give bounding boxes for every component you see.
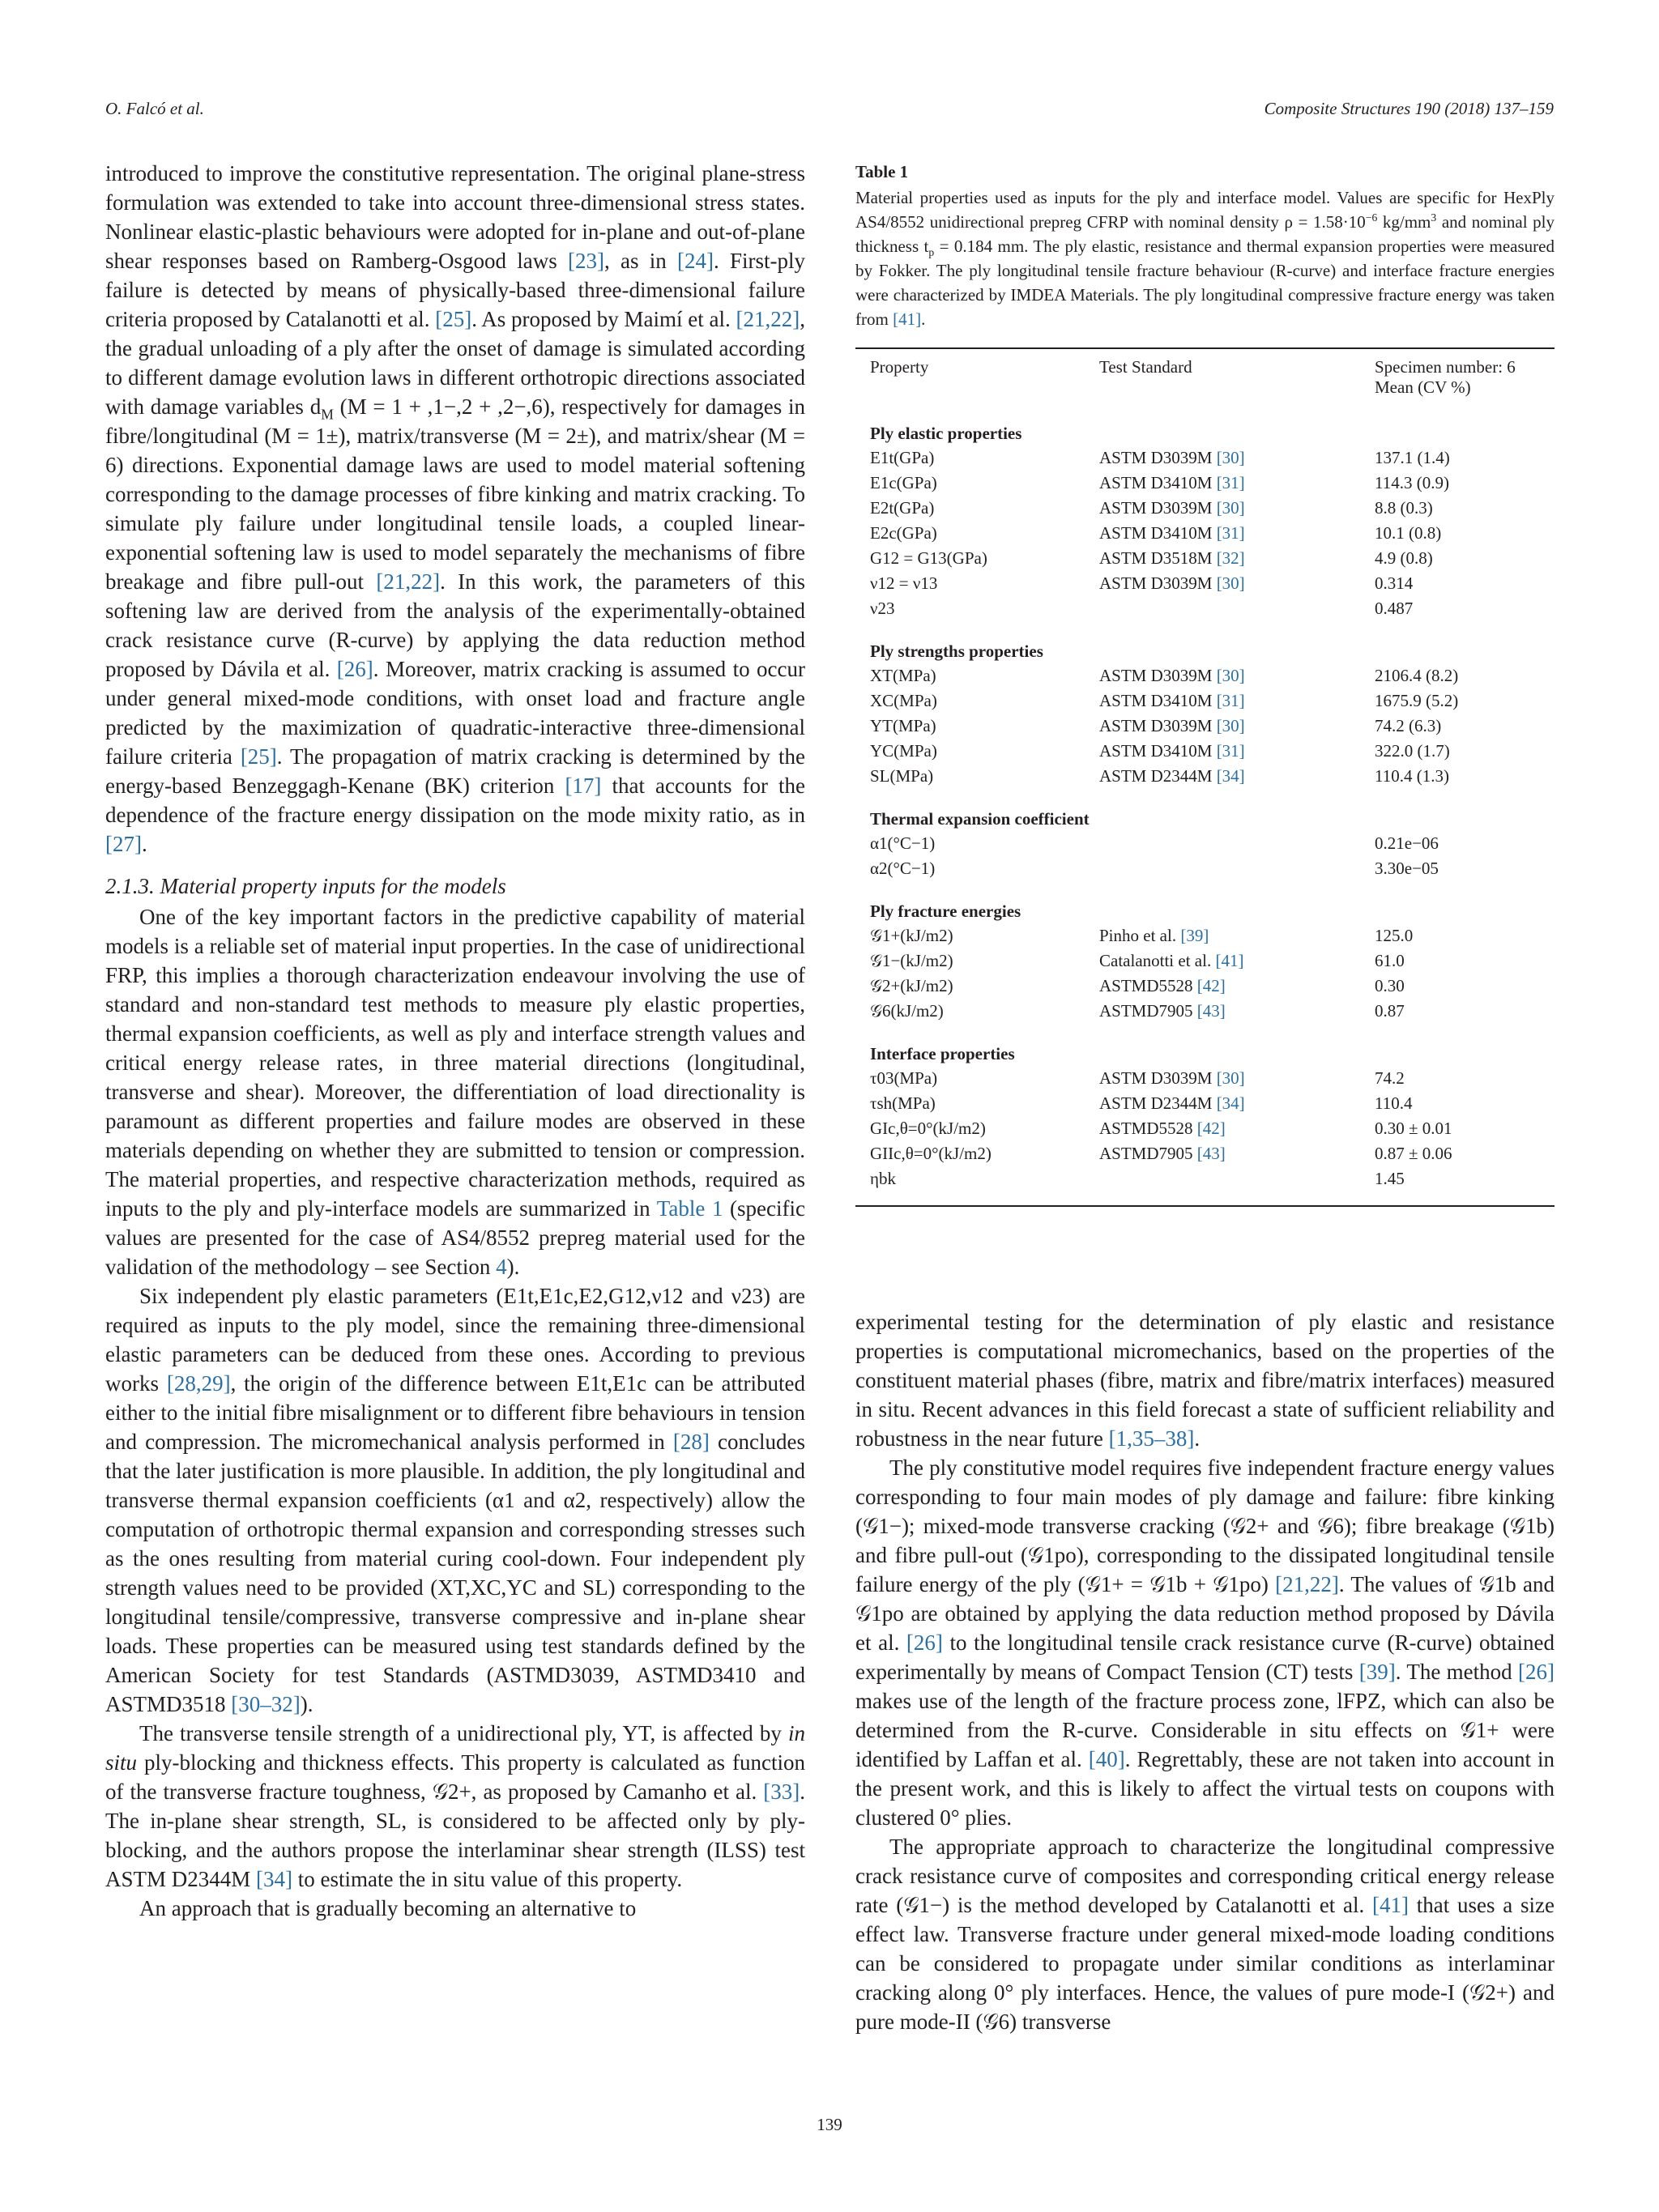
citation-link[interactable]: [41] xyxy=(1372,1893,1410,1917)
value-cell: 3.30e−05 xyxy=(1375,859,1439,878)
table-group-heading: Ply strengths properties xyxy=(870,641,1043,661)
value-cell: 10.1 (0.8) xyxy=(1375,523,1442,543)
left-column xyxy=(105,159,805,1923)
citation-link[interactable]: [31] xyxy=(1216,473,1245,492)
citation-link[interactable]: [34] xyxy=(1216,1093,1245,1113)
table-group-row xyxy=(855,624,1555,666)
citation-link[interactable]: [31] xyxy=(1216,691,1245,710)
citation-link[interactable]: [30] xyxy=(1216,448,1245,467)
value-cell: 0.30 xyxy=(1375,976,1405,995)
table-bottom-rule xyxy=(855,1205,1555,1207)
citation-link[interactable]: [33] xyxy=(763,1779,800,1804)
table-row xyxy=(855,1119,1555,1144)
paragraph: One of the key important factors in the predictive capability of material models is a reliable set of material input properties. In the case of unidirectional FRP, this implies a thorough characterization endeavour involving the use of standard and non-standard test methods to measure ply elastic properties, thermal expansion coefficients, as well as ply and interface strength values and critical energy release rates, in three material directions (longitudinal, transverse and shear). Moreover, the differentiation of load directionality is paramount as different properties and failure modes are observed in these materials depending on whether they are submitted to tension or compression. The material properties, and respective characterization methods, required as inputs to the ply and ply-interface models are summarized in Table 1 (specific values are presented for the case of AS4/8552 prepreg material used for the validation of the methodology – see Section 4). xyxy=(105,905,805,1279)
property-cell: α1(°C−1) xyxy=(870,833,936,853)
citation-link[interactable]: [43] xyxy=(1196,1144,1226,1163)
paragraph: experimental testing for the determination of ply elastic and resistance properties is computational micromechanics, based on the properties of the constituent material phases (fibre, matrix and fibre/matrix interfaces) measured in situ. Recent advances in this field forecast a state of sufficient reliability and robustness in the near future [1,35–38]. xyxy=(855,1310,1555,1451)
table-link[interactable]: Table 1 xyxy=(656,1196,723,1221)
right-column xyxy=(855,1307,1555,2036)
value-cell: 4.9 (0.8) xyxy=(1375,548,1433,568)
citation-link[interactable]: [43] xyxy=(1196,1001,1226,1021)
value-cell: 1.45 xyxy=(1375,1169,1405,1188)
property-cell: G12 = G13(GPa) xyxy=(870,548,987,568)
property-cell: YC(MPa) xyxy=(870,741,937,761)
citation-link[interactable]: [24] xyxy=(676,249,714,273)
table-row xyxy=(855,523,1555,548)
property-cell: E1t(GPa) xyxy=(870,448,935,467)
standard-cell: ASTM D2344M [34] xyxy=(1099,766,1245,786)
table-group-heading: Ply elastic properties xyxy=(870,424,1022,443)
value-cell: 137.1 (1.4) xyxy=(1375,448,1450,467)
citation-link[interactable]: [40] xyxy=(1088,1747,1125,1771)
standard-cell: ASTM D3410M [31] xyxy=(1099,523,1245,543)
standard-cell xyxy=(1099,1169,1375,1194)
value-cell: 2106.4 (8.2) xyxy=(1375,666,1459,685)
table-row xyxy=(855,716,1555,741)
table-1 xyxy=(855,162,1555,1207)
citation-link[interactable]: [28] xyxy=(672,1430,710,1454)
standard-cell: ASTMD7905 [43] xyxy=(1099,1144,1226,1163)
table-group-heading: Ply fracture energies xyxy=(870,901,1021,921)
paragraph: An approach that is gradually becoming an alternative to xyxy=(139,1896,637,1920)
table-row xyxy=(855,573,1555,599)
table-group-row xyxy=(855,884,1555,926)
standard-cell: ASTM D3039M [30] xyxy=(1099,573,1245,593)
table-row xyxy=(855,741,1555,766)
value-cell: 125.0 xyxy=(1375,926,1414,945)
subsection-heading: 2.1.3. Material property inputs for the models xyxy=(105,874,506,898)
standard-cell: ASTM D3039M [30] xyxy=(1099,498,1245,518)
citation-link[interactable]: [1,35–38] xyxy=(1108,1426,1195,1451)
property-cell: 𝒢6(kJ/m2) xyxy=(870,1001,944,1021)
paragraph: The ply constitutive model requires five independent fracture energy values corresponding to four main modes of ply damage and failure: fibre kinking (𝒢1−); mixed-mode transverse cracking (𝒢2+ and 𝒢6); fibre breakage (𝒢1b) and fibre pull-out (𝒢1po), corresponding to the dissipated longitudinal tensile failure energy of the ply (𝒢1+ = 𝒢1b + 𝒢1po) [21,22]. The values of 𝒢1b and 𝒢1po are obtained by applying the data reduction method proposed by Dávila et al. [26] to the longitudinal tensile crack resistance curve (R-curve) obtained experimentally by means of Compact Tension (CT) tests [39]. The method [26] makes use of the length of the fracture process zone, lFPZ, which can also be determined from the R-curve. Considerable in situ effects on 𝒢1+ were identified by Laffan et al. [40]. Regrettably, these are not taken into account in the present work, and this is likely to affect the virtual tests on coupons with clustered 0° plies. xyxy=(855,1455,1555,1830)
property-cell: XC(MPa) xyxy=(870,691,937,710)
table-group-heading: Thermal expansion coefficient xyxy=(870,809,1090,829)
standard-cell: ASTM D3039M [30] xyxy=(1099,666,1245,685)
value-cell: 0.314 xyxy=(1375,573,1414,593)
table-row xyxy=(855,1144,1555,1169)
standard-cell: ASTM D3039M [30] xyxy=(1099,1068,1245,1088)
page-number: 139 xyxy=(817,2115,842,2134)
paragraph: introduced to improve the constitutive representation. The original plane-stress formulation was extended to take into account three-dimensional stress states. Nonlinear elastic-plastic behaviours were adopted for in-plane and out-of-plane shear responses based on Ramberg-Osgood laws [23], as in [24]. First-ply failure is detected by means of physically-based three-dimensional failure criteria proposed by Catalanotti et al. [25]. As proposed by Maimí et al. [21,22], the gradual unloading of a ply after the onset of damage is simulated according to different damage evolution laws in different orthotropic directions associated with damage variables $d_M$ (M = 1 + ,1−,2 + ,2−,6), respectively for damages in fibre/longitudinal (M = 1±), matrix/transverse (M = 2±), and matrix/shear (M = 6) directions. Exponential damage laws are used to model material softening corresponding to the damage processes of fibre kinking and matrix cracking. To simulate ply failure under longitudinal tensile loads, a coupled linear-exponential softening law is used to model separately the mechanisms of fibre breakage and fibre pull-out [21,22]. In this work, the parameters of this softening law are derived from the analysis of the experimentally-obtained crack resistance curve (R-curve) by applying the data reduction method proposed by Dávila et al. [26]. Moreover, matrix cracking is assumed to occur under general mixed-mode conditions, with onset load and fracture angle predicted by the maximization of quadratic-interactive three-dimensional failure criteria [25]. The propagation of matrix cracking is determined by the energy-based Benzeggagh-Kenane (BK) criterion [17] that accounts for the dependence of the fracture energy dissipation on the mode mixity ratio, as in [27]. xyxy=(105,161,806,856)
citation-link[interactable]: [26] xyxy=(1518,1660,1555,1684)
column-header-property: Property xyxy=(870,357,929,377)
table-group-heading: Interface properties xyxy=(870,1044,1015,1063)
citation-link[interactable]: [31] xyxy=(1216,741,1245,761)
table-caption: Material properties used as inputs for the ply and interface model. Values are specific for HexPly AS4/8552 unidirectional prepreg CFRP with nominal density $\rho = 1.58\cdot 10^{-6}$ $kg/mm^3$ and nominal ply thickness $t_p = 0.184$ mm. The ply elastic, resistance and thermal expansion properties were measured by Fokker. The ply longitudinal tensile fracture behaviour (R-curve) and interface fracture energies were characterized by IMDEA Materials. The ply longitudinal compressive fracture energy was taken from [41]. xyxy=(855,188,1555,329)
property-cell: E1c(GPa) xyxy=(870,473,937,492)
citation-link[interactable]: [21,22] xyxy=(1275,1572,1339,1596)
value-cell: 61.0 xyxy=(1375,951,1405,970)
citation-link[interactable]: [17] xyxy=(565,774,602,798)
value-cell: 8.8 (0.3) xyxy=(1375,498,1433,518)
citation-link[interactable]: [30] xyxy=(1216,498,1245,518)
value-cell: 1675.9 (5.2) xyxy=(1375,691,1459,710)
table-row xyxy=(855,473,1555,498)
table-title: Table 1 xyxy=(855,162,909,181)
paragraph: Six independent ply elastic parameters (E1t,E1c,E2,G12,ν12 and ν23) are required as inputs to the ply model, since the remaining three-dimensional elastic parameters can be deduced from these ones. According to previous works [28,29], the origin of the difference between E1t,E1c can be attributed either to the initial fibre misalignment or to different fibre behaviours in tension and compression. The micromechanical analysis performed in [28] concludes that the later justification is more plausible. In addition, the ply longitudinal and transverse thermal expansion coefficients (α1 and α2, respectively) allow the computation of orthotropic thermal expansion and corresponding stresses such as the ones resulting from material curing cool-down. Four independent ply strength values need to be provided (XT,XC,YC and SL) corresponding to the longitudinal tensile/compressive, transverse compressive and in-plane shear loads. These properties can be measured using test standards defined by the American Society for test Standards (ASTMD3039, ASTMD3410 and ASTMD3518 [30–32]). xyxy=(105,1284,806,1716)
standard-cell: ASTM D3410M [31] xyxy=(1099,691,1245,710)
property-cell: SL(MPa) xyxy=(870,766,934,786)
property-cell: E2c(GPa) xyxy=(870,523,937,543)
property-cell: 𝒢1+(kJ/m2) xyxy=(870,926,953,945)
standard-cell: ASTMD5528 [42] xyxy=(1099,976,1226,995)
value-cell: 0.487 xyxy=(1375,599,1414,618)
column-header-standard: Test Standard xyxy=(1099,357,1192,377)
section-link[interactable]: 4 xyxy=(496,1255,507,1279)
value-cell: 0.87 xyxy=(1375,1001,1405,1021)
table-row xyxy=(855,1093,1555,1119)
citation-link[interactable]: [26] xyxy=(906,1630,943,1655)
table-row xyxy=(855,548,1555,573)
property-cell: XT(MPa) xyxy=(870,666,936,685)
citation-link[interactable]: [21,22] xyxy=(736,307,800,331)
table-row xyxy=(855,666,1555,691)
paragraph: The appropriate approach to characterize the longitudinal compressive crack resistance curve of composites and corresponding critical energy release rate (𝒢1−) is the method developed by Catalanotti et al. [41] that uses a size effect law. Transverse fracture under general mixed-mode loading conditions can be considered to propagate under similar conditions as interlaminar cracking along 0° ply interfaces. Hence, the values of pure mode-I (𝒢2+) and pure mode-II (𝒢6) transverse xyxy=(855,1835,1555,2034)
citation-link[interactable]: [31] xyxy=(1216,523,1245,543)
property-cell: ν23 xyxy=(870,599,895,618)
table-row xyxy=(855,976,1555,1001)
value-cell: 74.2 xyxy=(1375,1068,1405,1088)
citation-link[interactable]: [42] xyxy=(1196,1119,1226,1138)
property-cell: τsh(MPa) xyxy=(870,1093,936,1113)
property-cell: α2(°C−1) xyxy=(870,859,936,878)
citation-link[interactable]: [30] xyxy=(1216,666,1245,685)
value-cell: 110.4 (1.3) xyxy=(1375,766,1449,786)
standard-cell: ASTMD5528 [42] xyxy=(1099,1119,1226,1138)
material-properties-table xyxy=(855,349,1555,1194)
citation-link[interactable]: [42] xyxy=(1196,976,1226,995)
property-cell: ν12 = ν13 xyxy=(870,573,938,593)
standard-cell: Pinho et al. [39] xyxy=(1099,926,1209,945)
table-row xyxy=(855,448,1555,473)
citation-link[interactable]: [30] xyxy=(1216,573,1245,593)
citation-link[interactable]: [34] xyxy=(256,1867,293,1891)
table-row xyxy=(855,1068,1555,1093)
standard-cell xyxy=(1099,599,1375,624)
standard-cell: ASTM D3039M [30] xyxy=(1099,448,1245,467)
property-cell: GIc,θ=0°(kJ/m2) xyxy=(870,1119,986,1138)
standard-cell xyxy=(1099,859,1375,884)
table-row xyxy=(855,833,1555,859)
standard-cell: ASTM D2344M [34] xyxy=(1099,1093,1245,1113)
citation-link[interactable]: [30] xyxy=(1216,1068,1245,1088)
table-row xyxy=(855,951,1555,976)
value-cell: 0.21e−06 xyxy=(1375,833,1439,853)
property-cell: E2t(GPa) xyxy=(870,498,935,518)
citation-link[interactable]: [32] xyxy=(1216,548,1245,568)
value-cell: 0.30 ± 0.01 xyxy=(1375,1119,1452,1138)
property-cell: 𝒢1−(kJ/m2) xyxy=(870,951,953,970)
standard-cell: ASTM D3039M [30] xyxy=(1099,716,1245,735)
standard-cell: ASTM D3410M [31] xyxy=(1099,741,1245,761)
standard-cell: ASTMD7905 [43] xyxy=(1099,1001,1226,1021)
table-row xyxy=(855,498,1555,523)
value-cell: 110.4 xyxy=(1375,1093,1413,1113)
column-header-specimen: Specimen number: 6 Mean (CV %) xyxy=(1375,357,1516,397)
citation-link[interactable]: [27] xyxy=(105,832,142,856)
citation-link[interactable]: [39] xyxy=(1358,1660,1396,1684)
standard-cell xyxy=(1099,833,1375,859)
table-row xyxy=(855,926,1555,951)
standard-cell: ASTM D3518M [32] xyxy=(1099,548,1245,568)
citation-link[interactable]: [25] xyxy=(240,744,277,769)
standard-cell: Catalanotti et al. [41] xyxy=(1099,951,1244,970)
citation-link[interactable]: [30] xyxy=(1216,716,1245,735)
standard-cell: ASTM D3410M [31] xyxy=(1099,473,1245,492)
table-row xyxy=(855,1169,1555,1194)
citation-link[interactable]: [34] xyxy=(1216,766,1245,786)
property-cell: YT(MPa) xyxy=(870,716,936,735)
citation-link[interactable]: [39] xyxy=(1180,926,1209,945)
table-row xyxy=(855,859,1555,884)
property-cell: τ03(MPa) xyxy=(870,1068,938,1088)
table-row xyxy=(855,1001,1555,1026)
table-group-row xyxy=(855,1026,1555,1068)
citation-link[interactable]: [21,22] xyxy=(376,569,441,594)
citation-link[interactable]: [41] xyxy=(1215,951,1244,970)
paragraph: The transverse tensile strength of a unidirectional ply, YT, is affected by in situ ply-blocking and thickness effects. This property is calculated as function of the transverse fracture toughness, 𝒢2+, as proposed by Camanho et al. [33]. The in-plane shear strength, SL, is considered to be affected only by ply-blocking, and the authors propose the interlaminar shear strength (ILSS) test ASTM D2344M [34] to estimate the in situ value of this property. xyxy=(105,1721,805,1891)
citation-link[interactable]: [23] xyxy=(567,249,604,273)
value-cell: 322.0 (1.7) xyxy=(1375,741,1450,761)
citation-link[interactable]: [41] xyxy=(893,309,922,329)
table-group-row xyxy=(855,406,1555,448)
value-cell: 0.87 ± 0.06 xyxy=(1375,1144,1452,1163)
running-header-journal: Composite Structures 190 (2018) 137–159 xyxy=(1264,99,1554,118)
citation-link[interactable]: [25] xyxy=(435,307,472,331)
citation-link[interactable]: [28,29] xyxy=(166,1371,231,1396)
citation-link[interactable]: [30–32] xyxy=(231,1692,301,1716)
table-row xyxy=(855,691,1555,716)
table-row xyxy=(855,599,1555,624)
table-row xyxy=(855,766,1555,791)
property-cell: GIIc,θ=0°(kJ/m2) xyxy=(870,1144,992,1163)
running-header-authors: O. Falcó et al. xyxy=(105,99,204,118)
value-cell: 114.3 (0.9) xyxy=(1375,473,1449,492)
property-cell: ηbk xyxy=(870,1169,896,1188)
table-header-row xyxy=(855,349,1555,406)
citation-link[interactable]: [26] xyxy=(336,657,373,681)
property-cell: 𝒢2+(kJ/m2) xyxy=(870,976,953,995)
value-cell: 74.2 (6.3) xyxy=(1375,716,1442,735)
table-group-row xyxy=(855,791,1555,833)
